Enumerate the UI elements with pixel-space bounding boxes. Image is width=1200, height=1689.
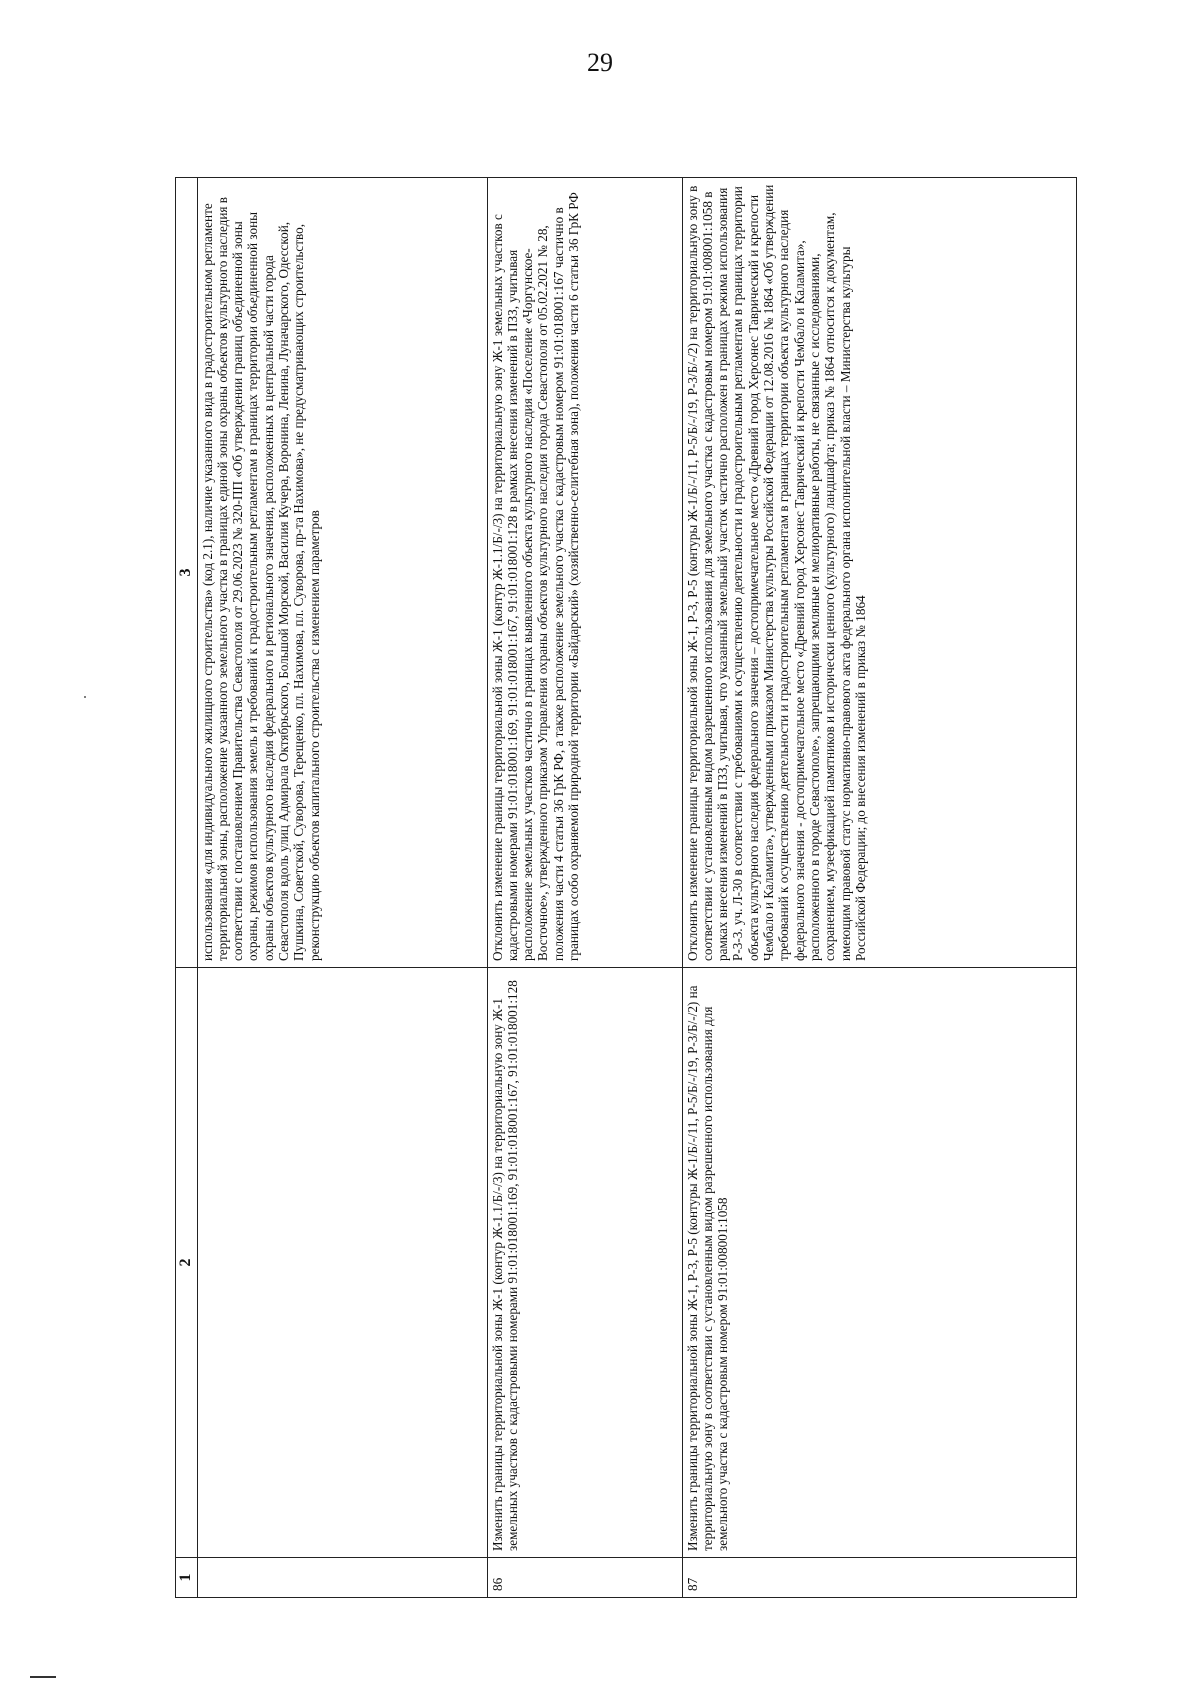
row-number: 87	[682, 1558, 1076, 1598]
decision-table	[175, 177, 1077, 1598]
header-col-1: 1	[176, 1558, 198, 1598]
proposal-cell	[197, 968, 487, 1558]
table-row	[682, 178, 1076, 1598]
proposal-cell: Изменить границы территориальной зоны Ж-1 (контур Ж-1.1/Б/-/3) на территориальную зону Ж-1 земельных участков с кадастровыми номерами 91:01:018001:169, 91:01:018001:167, 91:01:018001:128	[487, 968, 682, 1558]
table-row	[487, 178, 682, 1598]
table-header-row	[176, 178, 198, 1598]
page-number: 29	[587, 48, 613, 77]
table-row	[197, 178, 487, 1598]
scan-mark	[30, 1676, 56, 1678]
header-col-2: 2	[176, 968, 198, 1558]
decision-cell: Отклонить изменение границы территориальной зоны Ж-1 (контур Ж-1.1/Б/-/3) на территориальную зону Ж-1 земельных участков с кадастровыми номерами 91:01:018001:169, 91:01:018001:167, 91:01:018001:128 в рамках внесения изменений в ПЗЗ, учитывая расположение земельных участков частично в границах выявленного объекта культурного наследия «Поселение «Чоргунское-Восточное», утвержденного приказом Управления охраны объектов культурного наследия города Севастополя от 05.02.2021 № 28, положения части 4 статьи 36 ГрК РФ, а также расположение земельного участка с кадастровым номером 91:01:018001:167 частично в границах особо охраняемой природной территории «Байдарский» (хозяйственно-селитебная зона), положения части 6 статьи 36 ГрК РФ	[487, 178, 682, 968]
decision-cell: Отклонить изменение границы территориальной зоны Ж-1, Р-3, Р-5 (контуры Ж-1/Б/-/11, Р-5/Б/-/19, Р-3/Б/-/2) на территориальную зону в соответствии с установленным видом разрешенного использования для земельного участка с кадастровым номером 91:01:008001:1058 в рамках внесения изменений в ПЗЗ, учитывая, что указанный земельный участок частично расположен в границах режима использования Р-3-3. уч. Л-30 в соответствии с требованиями к осуществлению деятельности и градостроительным регламентам в границах территории объекта культурного наследия федерального значения – достопримечательное место «Древний город Херсонес Таврический и крепости Чембало и Каламита», утвержденными приказом Министерства культуры Российской Федерации от 12.08.2016 № 1864 «Об утверждении требований к осуществлению деятельности и градостроительным регламентам в границах территории объекта культурного наследия федерального значения - достопримечательное место «Древний город Херсонес Таврический и крепости Чембало и Каламита», расположенного в городе Севастополе», запрещающими земляные и мелиоративные работы, не связанные с исследованиями, сохранением, музеефикацией памятников и исторически ценного (культурного) ландшафта; приказ № 1864 относится к документам, имеющим правовой статус нормативно-правового акта федерального органа исполнительной власти – Министерства культуры Российской Федерации; до внесения изменений в приказ № 1864	[682, 178, 1076, 968]
decision-cell: использования «для индивидуального жилищного строительства» (код 2.1), наличие указанного вида в градостроительном регламенте территориальной зоны, расположение указанного земельного участка в границах единой зоны охраны объектов культурного наследия в соответствии с постановлением Правительства Севастополя от 29.06.2023 № 320-ПП «Об утверждении границ объединенной зоны охраны, режимов использования земель и требований к градостроительным регламентам в границах территории объединенной зоны охраны объектов культурного наследия федерального и регионального значения, расположенных в центральной части города Севастополя вдоль улиц Адмирала Октябрьского, Большой Морской, Василия Кучера, Воронина, Ленина, Луначарского, Одесской, Пушкина, Советской, Суворова, Терещенко, пл. Нахимова, пл. Суворова, пр-та Нахимова», не предусматривающих строительство, реконструкцию объектов капитального строительства с изменением параметров	[197, 178, 487, 968]
row-number	[197, 1558, 487, 1598]
row-number: 86	[487, 1558, 682, 1598]
scan-speck	[84, 696, 86, 698]
proposal-cell: Изменить границы территориальной зоны Ж-1, Р-3, Р-5 (контуры Ж-1/Б/-/11, Р-5/Б/-/19, Р-3/Б/-/2) на территориальную зону в соответствии с установленным видом разрешенного использования для земельного участка с кадастровым номером 91:01:008001:1058	[682, 968, 1076, 1558]
rotated-table-container	[175, 178, 1077, 1598]
header-col-3: 3	[176, 178, 198, 968]
